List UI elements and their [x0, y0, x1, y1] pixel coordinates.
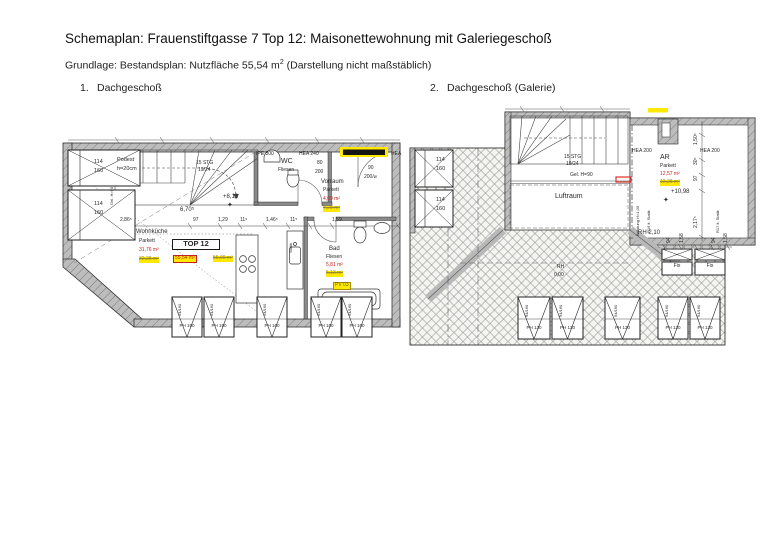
room-label-wc: WC — [281, 158, 293, 165]
room-label-wohnkueche: Wohnküche — [136, 229, 168, 235]
roof-window-type: PH 130 — [614, 325, 630, 330]
railing-label: Gel. H=90 — [570, 172, 593, 178]
statik-note-r17: R17 lt. Statik — [715, 210, 720, 233]
dim-value: 11⁵ — [240, 217, 248, 223]
bruestung-label: Brüstung H=1,00 — [635, 205, 640, 236]
roof-window-size: 94/160 — [664, 304, 669, 317]
window-size-height: 160 — [436, 166, 446, 172]
window-size-height: 160 — [94, 210, 104, 216]
dim-value: 94 — [666, 237, 672, 243]
ar-floor-label: Parkett — [660, 163, 676, 169]
roof-window-size: 94/160 — [696, 304, 701, 317]
page-subtitle — [65, 59, 431, 72]
bad-floor-label: Fliesen — [326, 254, 343, 260]
roof-window-size: 94/160 — [209, 303, 214, 316]
dim-value: 1,58 — [679, 233, 685, 243]
roof-window-size: 94/160 — [558, 304, 563, 317]
bad-area-old-value: 5,13 m² — [326, 270, 343, 276]
unit-total-area-old-value: 55,99 m² — [213, 255, 233, 261]
plan2-drawing — [400, 103, 778, 363]
stairs-ratio-label: 19/24 — [566, 161, 579, 167]
dim-value: 2,86⁵ — [120, 217, 132, 223]
plan1-facade-windows — [68, 150, 140, 240]
dim-value: 11⁵ — [290, 217, 298, 223]
entry-door-width: 90 — [368, 165, 374, 171]
room-height-gallery: RH 2,10 — [638, 230, 661, 236]
fix-window-label: Fix — [673, 263, 681, 269]
window-size-width: 114 — [436, 157, 445, 163]
roof-window-type: PH 160 — [318, 323, 334, 328]
plan1-number: 1. — [80, 82, 89, 94]
roof-window-type: PH 160 — [264, 323, 280, 328]
bad-area-value: 5,81 m² — [326, 262, 343, 268]
beam-label-hea200-right: HEA 200 — [700, 148, 720, 154]
dim-value: 94 — [711, 237, 717, 243]
plan2-roof-windows — [518, 297, 720, 339]
plan2-stair-room — [505, 112, 630, 230]
dim-value: 2,17⁵ — [693, 216, 699, 228]
window-size-width: 114 — [436, 197, 445, 203]
statik-note-r16: R16 lt. Statik — [646, 210, 651, 233]
roof-window-size: 94/160 — [524, 304, 529, 317]
dim-value: 97 — [193, 217, 199, 223]
room-label-vorraum: Vorraum — [321, 179, 344, 185]
wohnkueche-area-old-value: 32,28 m² — [139, 256, 159, 262]
plan1-roof-windows — [172, 297, 372, 337]
dim-value: 97 — [693, 175, 699, 181]
window-size-width: 114 — [94, 201, 103, 207]
roof-window-type: PH 130 — [526, 325, 542, 330]
dim-value: 30⁵ — [693, 157, 699, 165]
beam-label-hea-right: HEA — [391, 151, 402, 157]
vorraum-area-value: 4,09 m² — [323, 196, 340, 202]
room-height-roof-label: RH — [557, 264, 565, 270]
dim-total-length: 6,70⁵ — [180, 207, 195, 213]
wohnkueche-area-value: 31,76 m² — [139, 247, 159, 253]
level-marker-value: +10,98 — [671, 189, 690, 195]
room-label-bad: Bad — [329, 246, 340, 252]
beam-label-hea200-left: HEA 200 — [632, 148, 652, 154]
ar-area-old-value: 12,28 m² — [660, 179, 680, 185]
dim-value: 1,29 — [218, 217, 228, 223]
plan1-title: Dachgeschoß — [97, 82, 162, 94]
wohnkueche-floor-label: Parkett — [139, 238, 155, 244]
subtitle-suffix: (Darstellung nicht maßstäblich) — [283, 59, 432, 72]
plan1-top-dim-line — [68, 137, 400, 143]
dim-value: 1,58 — [723, 233, 729, 243]
window-size-height: 160 — [436, 206, 446, 212]
plan1-drawing — [60, 113, 410, 353]
room-height-roof-value: 0,00 — [554, 272, 564, 278]
roof-window-size: 94/160 — [347, 303, 352, 316]
roof-window-size: 94/160 — [262, 303, 267, 316]
subtitle-superscript: 2 — [279, 59, 284, 66]
roof-window-type: PH 160 — [211, 323, 227, 328]
roof-window-size: 94/160 — [316, 303, 321, 316]
entry-door-height: 200/⌀ — [364, 174, 377, 180]
level-marker-icon: ✦ — [663, 197, 669, 204]
plan1-highlighted-beam — [340, 147, 388, 157]
stairs-ratio-label: 19/24 — [198, 167, 211, 173]
page-title: Schemaplan: Frauenstiftgasse 7 Top 12: Maisonettewohnung mit Galeriegeschoß — [65, 31, 552, 46]
wc-door-width: 80 — [317, 160, 323, 166]
level-marker-value: +8,13 — [223, 194, 239, 200]
roof-window-size: 94/160 — [613, 304, 618, 317]
railing-label: Gel. H=90 — [109, 186, 114, 205]
room-label-ar: AR — [660, 154, 670, 161]
window-size-height: 160 — [94, 168, 104, 174]
vorraum-area-old-value: 4,28 m² — [323, 205, 340, 211]
roof-window-type: PH 130 — [559, 325, 575, 330]
roof-window-size: 94/160 — [177, 303, 182, 316]
level-marker-icon: ✦ — [227, 202, 233, 209]
stairs-count-label: 15 STG — [564, 154, 582, 160]
plan2-number: 2. — [430, 82, 439, 94]
beam-label-hea240: HEA 240 — [299, 151, 319, 157]
podest-height-label: h=20cm — [117, 166, 137, 172]
subtitle-text: Grundlage: Bestandsplan: Nutzfläche 55,54 m — [65, 59, 280, 72]
roof-window-type: PH 130 — [665, 325, 681, 330]
roof-window-type: PH 160 — [179, 323, 195, 328]
unit-total-area-value: 55,54 m² — [175, 255, 195, 261]
beam-label-ipe300: IPE 300 — [256, 151, 274, 157]
roof-window-type: PH 130 — [697, 325, 713, 330]
floorplan-dachgeschoss — [60, 113, 410, 353]
vorraum-floor-label: Parkett — [323, 187, 339, 193]
pv-annotation: PV 03 — [335, 282, 349, 288]
wc-floor-label: Fliesen — [278, 167, 295, 173]
unit-label-top12: TOP 12 — [172, 239, 220, 250]
dim-value: 1,46⁵ — [266, 217, 278, 223]
podest-label: Podest — [117, 157, 135, 163]
ar-area-value: 12,57 m² — [660, 171, 680, 177]
window-size-width: 114 — [94, 159, 103, 165]
statik-note: Statik — [288, 242, 293, 253]
fix-window-label: Fix — [706, 263, 714, 269]
roof-window-type: PH 160 — [349, 323, 365, 328]
plan2-title: Dachgeschoß (Galerie) — [447, 82, 556, 94]
floorplan-galerie — [400, 103, 778, 363]
dim-value: 1,50⁵ — [693, 133, 699, 145]
stairs-count-label: 15 STG — [196, 160, 214, 166]
wc-door-height: 200 — [315, 169, 324, 175]
room-label-luftraum: Luftraum — [555, 193, 583, 200]
dim-value: 1,59 — [332, 217, 342, 223]
